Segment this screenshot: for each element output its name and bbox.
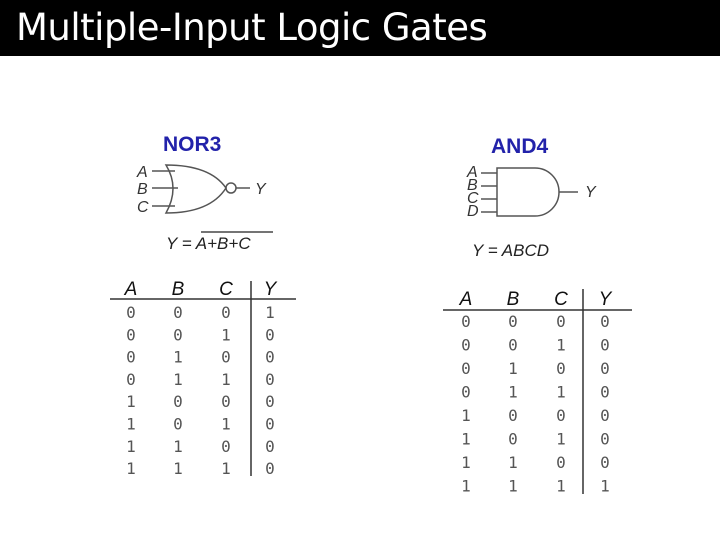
nor3-table-cell: 0 — [126, 303, 136, 322]
and4-table-cell: 0 — [508, 429, 518, 449]
and4-table-cell: 0 — [556, 406, 566, 425]
and4-table-cell: 0 — [600, 359, 610, 378]
and4-section — [443, 135, 632, 496]
and4-table-cell: 0 — [600, 312, 610, 331]
nor3-output-label: Y — [255, 181, 266, 198]
nor3-table-cell: 0 — [265, 414, 275, 434]
and4-table-cell: 1 — [556, 476, 566, 496]
nor3-equation-overbar-term: A+B+C — [195, 234, 251, 253]
nor3-table-cell: 0 — [265, 392, 275, 412]
nor3-table-cell: 1 — [173, 459, 183, 479]
nor3-table-cell: 0 — [126, 347, 136, 367]
and4-table-cell: 1 — [508, 382, 518, 402]
and4-table-cell: 0 — [600, 429, 610, 449]
and4-table-cell: 1 — [461, 429, 471, 449]
nor3-table-header-y: Y — [263, 279, 277, 300]
and4-input-c-label: C — [467, 190, 479, 207]
nor3-table-cell: 0 — [173, 325, 183, 345]
nor3-table-cell: 1 — [221, 369, 231, 389]
nor3-table-cell: 1 — [126, 436, 136, 456]
nor3-gate-symbol — [152, 165, 250, 213]
nor3-table-cell: 1 — [126, 392, 136, 412]
nor3-table-cell: 1 — [221, 325, 231, 345]
and4-table-cell: 0 — [508, 406, 518, 425]
and4-table-cell: 0 — [600, 382, 610, 402]
and4-table-cell: 0 — [556, 359, 566, 378]
slide-title: Multiple-Input Logic Gates — [16, 6, 488, 49]
nor3-input-b-label: B — [137, 181, 148, 198]
and4-table-cell: 0 — [461, 312, 471, 331]
and4-output-label: Y — [585, 184, 596, 201]
nor3-table-header-c: C — [219, 279, 233, 300]
and4-table-cell: 1 — [600, 476, 610, 496]
and4-table-cell: 0 — [600, 406, 610, 425]
and4-table-header-c: C — [554, 289, 568, 310]
nor3-table-cell: 0 — [265, 325, 275, 345]
nor3-table-cell: 0 — [221, 392, 231, 412]
and4-title: AND4 — [491, 135, 549, 158]
nor3-table-header-b: B — [171, 279, 185, 300]
nor3-table-cell: 0 — [265, 459, 275, 479]
and4-table-cell: 0 — [556, 312, 566, 331]
nor3-table-cell: 0 — [265, 369, 275, 389]
and4-table-cell: 1 — [556, 335, 566, 355]
and4-table-cell: 1 — [461, 476, 471, 496]
nor3-table-cell: 0 — [173, 303, 183, 322]
and4-input-d-label: D — [467, 203, 479, 220]
nor3-table-cell: 1 — [221, 459, 231, 479]
nor3-table-cell: 0 — [173, 414, 183, 434]
and4-table-cell: 1 — [556, 429, 566, 449]
and4-table-cell: 0 — [508, 335, 518, 355]
and4-input-b-label: B — [467, 177, 478, 194]
gates-diagram — [0, 56, 720, 540]
nor3-table-cell: 0 — [126, 325, 136, 345]
nor3-table-cell: 1 — [221, 414, 231, 434]
and4-truth-table — [443, 289, 632, 496]
nor3-truth-table — [110, 279, 296, 478]
and4-table-header-a: A — [459, 289, 473, 310]
nor3-table-cell: 0 — [173, 392, 183, 412]
and4-table-cell: 0 — [461, 335, 471, 355]
nor3-table-cell: 1 — [173, 369, 183, 389]
and4-table-cell: 0 — [556, 453, 566, 472]
nor3-table-cell: 0 — [126, 369, 136, 389]
nor3-input-c-label: C — [137, 199, 149, 216]
and4-table-cell: 1 — [461, 406, 471, 425]
nor3-table-cell: 0 — [221, 436, 231, 456]
and4-table-cell: 0 — [508, 312, 518, 331]
and4-table-cell: 0 — [600, 453, 610, 472]
and4-table-cell: 1 — [556, 382, 566, 402]
nor3-input-a-label: A — [137, 164, 148, 181]
and4-table-cell: 1 — [461, 453, 471, 472]
and4-gate-symbol — [481, 168, 578, 216]
and4-table-cell: 0 — [600, 335, 610, 355]
nor3-table-cell: 1 — [173, 436, 183, 456]
title-bar — [0, 0, 720, 56]
and4-table-cell: 1 — [508, 476, 518, 496]
nor3-table-cell: 0 — [221, 347, 231, 367]
and4-input-a-label: A — [467, 164, 478, 181]
nor3-table-cell: 1 — [126, 459, 136, 479]
nor3-section — [110, 133, 296, 478]
and4-table-cell: 0 — [461, 382, 471, 402]
nor3-equation — [166, 234, 251, 253]
and4-table-cell: 0 — [461, 359, 471, 378]
and4-table-cell: 1 — [508, 359, 518, 378]
and4-gate-body — [497, 168, 559, 216]
and4-table-cell: 1 — [508, 453, 518, 472]
nor3-table-cell: 1 — [173, 347, 183, 367]
and4-equation: Y = ABCD — [472, 241, 550, 260]
nor3-table-cell: 0 — [265, 347, 275, 367]
nor3-table-cell: 0 — [265, 436, 275, 456]
nor3-table-cell: 1 — [126, 414, 136, 434]
nor3-equation-prefix: Y = — [166, 234, 196, 253]
nor3-table-cell: 1 — [265, 303, 275, 322]
nor3-title: NOR3 — [163, 133, 222, 156]
nor3-table-cell: 0 — [221, 303, 231, 322]
and4-table-header-y: Y — [598, 289, 612, 310]
and4-table-header-b: B — [506, 289, 520, 310]
nor3-table-header-a: A — [124, 279, 138, 300]
nor3-inversion-bubble — [226, 183, 236, 193]
